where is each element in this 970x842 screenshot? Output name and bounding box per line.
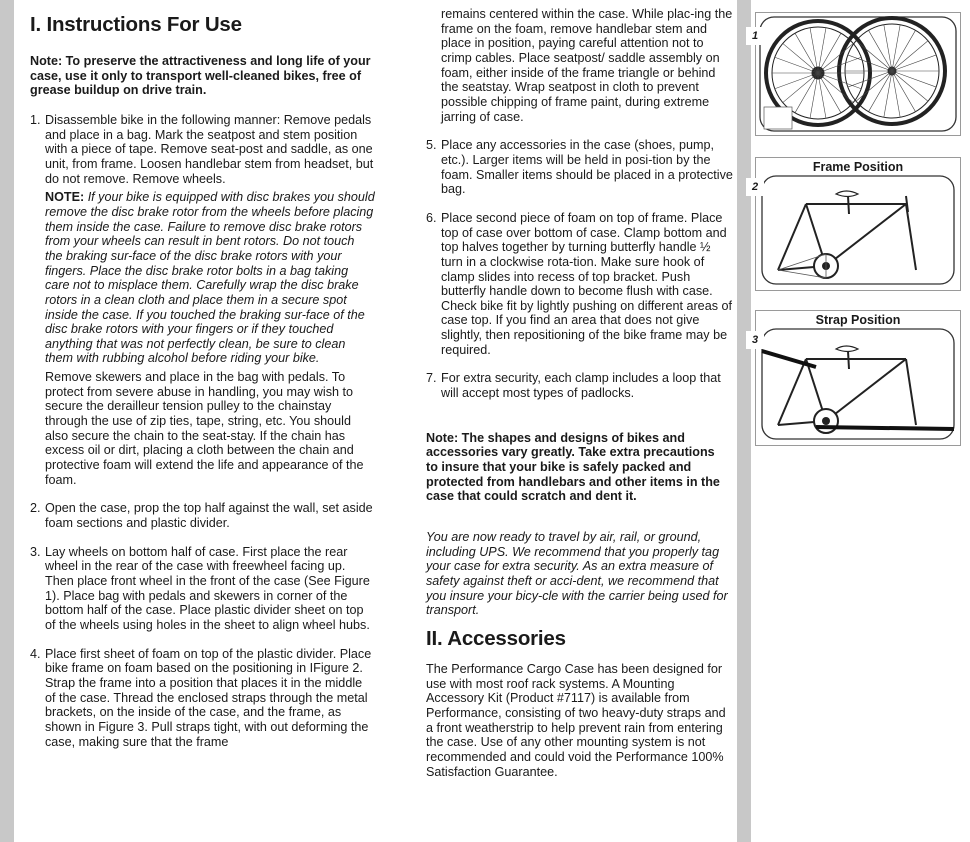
step-2-text: Open the case, prop the top half against the wall, set aside foam sections and plastic divider. bbox=[45, 501, 373, 531]
step-3-text: Lay wheels on bottom half of case. First place the rear wheel in the rear of the case with freewheel facing up. Then place front wheel in the front of the case (See Figure 1). Place bag with pedals and skewers in corner of the bottom half of the case. Place plastic divider sheet on top of the wheels using holes in the sheet to align wheel hubs. bbox=[45, 544, 370, 632]
step-6: 6. Place second piece of foam on top of frame. Place top of case over bottom of case. Clamp bottom and top halves together by turning butterfly handle ½ turn in a clockwise rota-tion. Make sure hook of clamp slides into recess of top bracket. Push butterfly handle down to become flush with case. Check bike fit by lightly pushing on different areas of case top. If you find an area that does not give slightly, then repositioning of the bike frame may be required. bbox=[426, 210, 732, 357]
figure-1-wheels bbox=[751, 12, 961, 136]
column-right bbox=[426, 7, 734, 779]
step-1-text: Disassemble bike in the following manner: Remove pedals and place in a bag. Mark the seatpost and stem position with a piece of tape. Remove seat-post and saddle, as one unit, from frame. Loosen handlebar stem from headset, but do not remove. Remove wheels. bbox=[45, 112, 374, 186]
step-5: 5. Place any accessories in the case (shoes, pump, etc.). Larger items will be held in posi-tion by the foam. Smaller items should be placed in a protective bag. bbox=[426, 138, 733, 197]
step-3: 3. Lay wheels on bottom half of case. First place the rear wheel in the rear of the case with freewheel facing up. Then place front wheel in the front of the case (See Figure 1). Place bag with pedals and skewers in corner of the bottom half of the case. Place plastic divider sheet on top of the wheels using holes in the sheet to align wheel hubs. bbox=[30, 545, 375, 633]
figure-2-frame bbox=[751, 157, 961, 291]
figure-2-number: 2 bbox=[746, 178, 764, 196]
closing-paragraph: You are now ready to travel by air, rail, or ground, including UPS. We recommend that you properly tag your case for extra security. As an extra measure of safety against theft or acci-dent, we recommend that you insure your bicy-cle with the carrier being used for transport. bbox=[426, 530, 728, 618]
column-left bbox=[30, 12, 375, 749]
shapes-note: Note: The shapes and designs of bikes and accessories vary greatly. Take extra precautions to insure that your bike is safely packed and protected from handlebars and other items in the case that could scratch and dent it. bbox=[426, 430, 720, 504]
figure-1-number: 1 bbox=[746, 27, 764, 45]
strap-illustration bbox=[756, 327, 960, 443]
step-4: 4. Place first sheet of foam on top of the plastic divider. Place bike frame on foam based on the positioning in IFigure 2. Strap the frame into a position that places it in the middle of the case. Thread the enclosed straps through the metal brackets, on the inside of the case, and the frame, as shown in Figure 3. Pull straps tight, with out deforming the case, making sure that the frame bbox=[30, 647, 375, 750]
steps-list-continued bbox=[426, 138, 734, 401]
step-6-text: Place second piece of foam on top of frame. Place top of case over bottom of case. Clamp bottom and top halves together by turning butterfly handle ½ turn in a clockwise rota-tion. Make sure hook of clamp slides into recess of top bracket. Push butterfly handle down to become flush with case. Check bike fit by lightly pushing on different areas of case top. If you find an area that does not give slightly, then repositioning of the bike frame may be required. bbox=[441, 210, 732, 357]
middle-margin-bar bbox=[737, 0, 751, 842]
figure-3-number: 3 bbox=[746, 331, 764, 349]
step-5-text: Place any accessories in the case (shoes, pump, etc.). Larger items will be held in posi-tion by the foam. Smaller items should be placed in a protective bag. bbox=[441, 138, 733, 197]
step-1: 1. Disassemble bike in the following manner: Remove pedals and place in a bag. Mark the seatpost and stem position with a piece of tape. Remove seat-post and saddle, as one unit, from frame. Loosen handlebar stem from headset, but do not remove. Remove wheels. NOTE: If your bike is equipped with disc brakes you should remove the disc brake rotor from the wheels before placing them inside the case. Failure to remove disc brake rotors from your wheels can result in bent rotors. Do not touch the braking sur-face of the disc brake rotors with your fingers. Place the disc brake rotor bolts in a bag taking care not to misplace them. Carefully wrap the disc brake rotors in a clean cloth and place them in a secure spot inside the case. If you touched the braking sur-face of the disc brake rotors with your fingers or if they touched anything that was not perfectly clean, be sure to clean them with rubbing alcohol before riding your bike. Remove skewers and place in the bag with pedals. To protect from severe abuse in handling, you may wish to secure the derailleur tension pulley to the chainstay through the use of zip ties, tape, string, etc. You should also secure the chain to the seat-stay. If the chain has excess oil or dirt, placing a cloth between the chain and protective foam will extend the life and appearance of the foam. bbox=[30, 112, 375, 487]
step-1-note: NOTE: If your bike is equipped with disc brakes you should remove the disc brake rotor from the wheels before placing them inside the case. Failure to remove disc brake rotors from your wheels can result in bent rotors. Do not touch the braking sur-face of the disc brake rotors with your fingers. Place the disc brake rotor bolts in a bag taking care not to misplace them. Carefully wrap the disc brake rotors in a clean cloth and place them in a secure spot inside the case. If you touched the braking sur-face of the disc brake rotors with your fingers or if they touched anything that was not perfectly clean, be sure to clean them with rubbing alcohol before riding your bike. bbox=[45, 190, 375, 366]
figure-3-straps bbox=[751, 310, 961, 446]
section1-title: I. Instructions For Use bbox=[30, 13, 242, 36]
intro-note: Note: To preserve the attractiveness and long life of your case, use it only to transport well-cleaned bikes, free of grease buildup on drive train. bbox=[30, 54, 371, 98]
step-7-text: For extra security, each clamp includes a loop that will accept most types of padlocks. bbox=[441, 371, 721, 401]
frame-illustration bbox=[756, 174, 960, 288]
pedal-bag-icon bbox=[764, 107, 792, 129]
step-1-extra: Remove skewers and place in the bag with pedals. To protect from severe abuse in handling, you may wish to secure the derailleur tension pulley to the chainstay through the use of zip ties, tape, string, etc. You should also secure the chain to the seat-stay. If the chain has excess oil or dirt, placing a cloth between the chain and protective foam will extend the life and appearance of the foam. bbox=[45, 370, 364, 487]
wheels-illustration bbox=[756, 13, 960, 135]
step-7: 7. For extra security, each clamp includes a loop that will accept most types of padlocks. bbox=[426, 371, 734, 400]
left-margin-bar bbox=[0, 0, 14, 842]
section2-title: II. Accessories bbox=[426, 626, 566, 650]
step-2: 2. Open the case, prop the top half against the wall, set aside foam sections and plastic divider. bbox=[30, 501, 375, 530]
accessories-text: The Performance Cargo Case has been designed for use with most roof rack systems. A Mounting Accessory Kit (Product #7117) is available from Performance, consisting of two heavy-duty straps and a front weatherstrip to help prevent rain from entering the case. Use of any other mounting system is not recommended and could void the Performance 100% Satisfaction Guarantee. bbox=[426, 661, 726, 779]
step-4-text: Place first sheet of foam on top of the plastic divider. Place bike frame on foam based on the positioning in IFigure 2. Strap the frame into a position that places it in the middle of the case. Thread the enclosed straps through the metal brackets, on the inside of the case, and the frame, as shown in Figure 3. Pull straps tight, with out deforming the case, making sure that the frame bbox=[45, 646, 372, 749]
step-4-continued: remains centered within the case. While plac-ing the frame on the foam, remove handlebar stem and place in position, paying careful attention not to crimp cables. Place seatpost/ saddle assembly on foam, either inside of the frame triangle or behind the seatstay. Wrap seatpost in cloth to prevent possible chipping of frame paint, during extreme jarring of case. bbox=[441, 7, 733, 124]
steps-list bbox=[30, 113, 375, 749]
figure-3-caption: Strap Position bbox=[815, 313, 901, 327]
figure-2-caption: Frame Position bbox=[812, 160, 904, 174]
